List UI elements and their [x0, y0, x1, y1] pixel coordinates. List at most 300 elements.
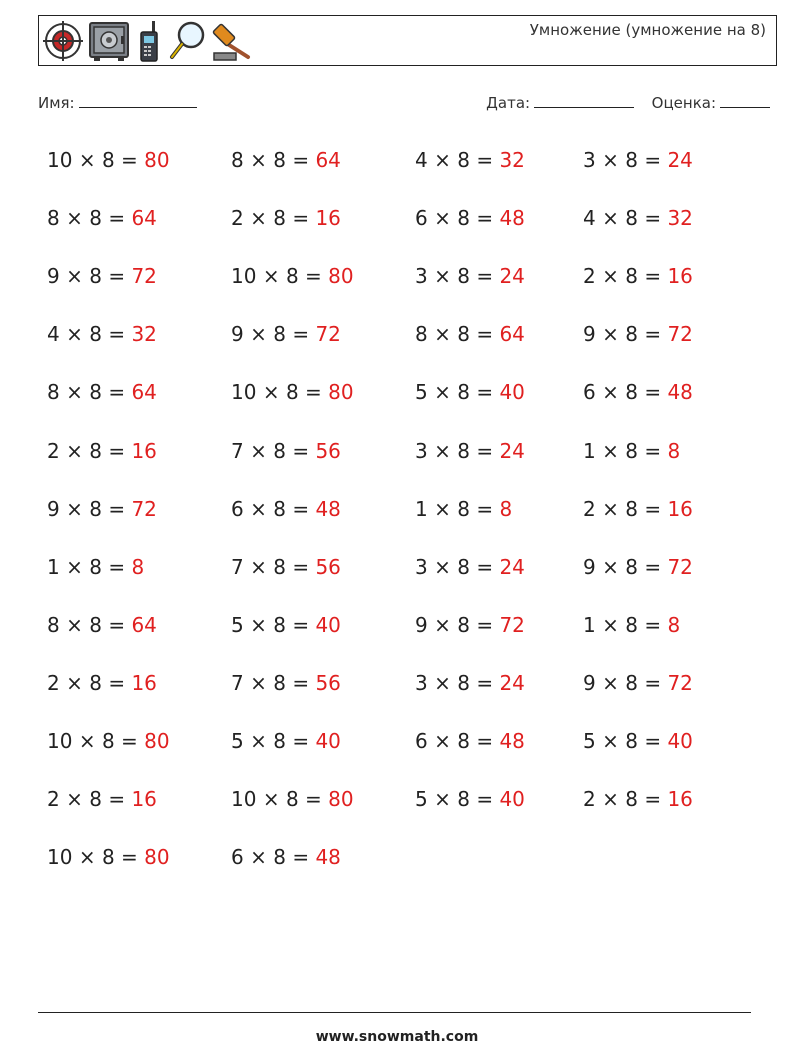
- times-sign: ×: [602, 555, 619, 579]
- factor-a: 4: [583, 206, 596, 230]
- factor-b: 8: [457, 439, 470, 463]
- times-sign: ×: [434, 613, 451, 637]
- factor-b: 8: [625, 787, 638, 811]
- factor-a: 2: [583, 264, 596, 288]
- problem-item: [47, 148, 170, 172]
- factor-a: 2: [583, 787, 596, 811]
- answer-value: 80: [328, 787, 354, 811]
- equals-sign: =: [108, 380, 126, 404]
- problem-item: [415, 555, 525, 579]
- factor-a: 1: [415, 497, 428, 521]
- factor-a: 8: [47, 613, 60, 637]
- times-sign: ×: [602, 497, 619, 521]
- answer-value: 16: [667, 787, 693, 811]
- problem-item: [583, 206, 693, 230]
- answer-value: 64: [131, 380, 157, 404]
- answer-value: 8: [131, 555, 145, 579]
- factor-b: 8: [285, 787, 299, 811]
- factor-a: 5: [231, 613, 244, 637]
- name-label: Имя:: [38, 94, 75, 112]
- factor-a: 9: [583, 555, 596, 579]
- factor-b: 8: [625, 497, 638, 521]
- date-label: Дата:: [486, 94, 531, 112]
- equals-sign: =: [476, 671, 494, 695]
- factor-b: 8: [273, 613, 286, 637]
- equals-sign: =: [476, 497, 494, 521]
- answer-value: 16: [315, 206, 341, 230]
- factor-a: 8: [47, 206, 60, 230]
- factor-a: 6: [415, 206, 428, 230]
- problem-item: [231, 322, 341, 346]
- factor-b: 8: [89, 497, 102, 521]
- answer-value: 80: [144, 845, 170, 869]
- answer-value: 8: [499, 497, 513, 521]
- factor-b: 8: [89, 264, 102, 288]
- equals-sign: =: [292, 613, 310, 637]
- equals-sign: =: [476, 380, 494, 404]
- problem-item: [583, 787, 693, 811]
- factor-a: 6: [231, 845, 244, 869]
- answer-value: 72: [131, 264, 157, 288]
- worksheet-title: Умножение (умножение на 8): [529, 21, 766, 39]
- answer-value: 80: [144, 148, 170, 172]
- problem-item: [231, 671, 341, 695]
- answer-value: 48: [667, 380, 693, 404]
- problem-item: [47, 613, 157, 637]
- times-sign: ×: [250, 439, 267, 463]
- problem-item: [415, 671, 525, 695]
- times-sign: ×: [434, 322, 451, 346]
- problem-item: [583, 264, 693, 288]
- times-sign: ×: [250, 497, 267, 521]
- factor-a: 3: [415, 264, 428, 288]
- answer-value: 40: [315, 729, 341, 753]
- times-sign: ×: [434, 555, 451, 579]
- factor-b: 8: [89, 671, 102, 695]
- problem-item: [231, 380, 354, 404]
- factor-a: 7: [231, 439, 244, 463]
- times-sign: ×: [78, 148, 96, 172]
- problem-item: [231, 264, 354, 288]
- problem-item: [583, 439, 680, 463]
- equals-sign: =: [644, 613, 662, 637]
- factor-b: 8: [89, 555, 102, 579]
- problem-item: [583, 497, 693, 521]
- factor-b: 8: [89, 439, 102, 463]
- factor-b: 8: [457, 322, 470, 346]
- answer-value: 32: [667, 206, 693, 230]
- times-sign: ×: [250, 148, 267, 172]
- problem-item: [47, 380, 157, 404]
- answer-value: 80: [328, 264, 354, 288]
- factor-b: 8: [273, 671, 286, 695]
- answer-value: 8: [667, 439, 681, 463]
- equals-sign: =: [305, 264, 322, 288]
- problem-item: [47, 497, 157, 521]
- times-sign: ×: [66, 671, 83, 695]
- factor-b: 8: [625, 206, 638, 230]
- answer-value: 72: [667, 671, 693, 695]
- factor-b: 8: [625, 555, 638, 579]
- equals-sign: =: [108, 322, 126, 346]
- factor-a: 10: [231, 787, 257, 811]
- factor-b: 8: [457, 380, 470, 404]
- times-sign: ×: [602, 613, 619, 637]
- problem-item: [231, 787, 354, 811]
- factor-a: 2: [583, 497, 596, 521]
- factor-a: 2: [231, 206, 244, 230]
- equals-sign: =: [644, 264, 662, 288]
- answer-value: 72: [131, 497, 157, 521]
- factor-b: 8: [89, 322, 102, 346]
- factor-b: 8: [457, 671, 470, 695]
- equals-sign: =: [108, 671, 126, 695]
- factor-a: 4: [415, 148, 428, 172]
- times-sign: ×: [602, 671, 619, 695]
- equals-sign: =: [644, 380, 662, 404]
- problem-item: [47, 845, 170, 869]
- times-sign: ×: [66, 497, 83, 521]
- problem-item: [47, 206, 157, 230]
- equals-sign: =: [644, 671, 662, 695]
- problem-item: [47, 322, 157, 346]
- problem-item: [415, 322, 525, 346]
- factor-a: 3: [415, 555, 428, 579]
- factor-b: 8: [457, 555, 470, 579]
- factor-a: 9: [231, 322, 244, 346]
- equals-sign: =: [292, 555, 310, 579]
- factor-b: 8: [457, 497, 470, 521]
- problem-item: [583, 555, 693, 579]
- problem-item: [231, 439, 341, 463]
- footer-divider: [38, 1012, 751, 1013]
- problem-item: [415, 206, 525, 230]
- factor-a: 5: [231, 729, 244, 753]
- times-sign: ×: [78, 845, 96, 869]
- answer-value: 40: [315, 613, 341, 637]
- factor-b: 8: [273, 322, 286, 346]
- answer-value: 40: [499, 787, 525, 811]
- times-sign: ×: [602, 787, 619, 811]
- footer-website: www.snowmath.com: [315, 1029, 479, 1045]
- answer-value: 32: [131, 322, 157, 346]
- equals-sign: =: [476, 264, 494, 288]
- factor-a: 1: [583, 613, 596, 637]
- equals-sign: =: [644, 497, 662, 521]
- factor-a: 7: [231, 671, 244, 695]
- answer-value: 72: [315, 322, 341, 346]
- factor-a: 9: [583, 322, 596, 346]
- answer-value: 8: [667, 613, 681, 637]
- times-sign: ×: [66, 206, 83, 230]
- factor-a: 7: [231, 555, 244, 579]
- factor-a: 8: [231, 148, 244, 172]
- problem-item: [415, 439, 525, 463]
- equals-sign: =: [644, 206, 662, 230]
- factor-a: 2: [47, 671, 60, 695]
- times-sign: ×: [602, 264, 619, 288]
- factor-a: 9: [47, 497, 60, 521]
- equals-sign: =: [476, 148, 494, 172]
- problem-item: [583, 380, 693, 404]
- factor-a: 10: [231, 264, 257, 288]
- factor-b: 8: [457, 613, 470, 637]
- times-sign: ×: [434, 671, 451, 695]
- answer-value: 24: [499, 671, 525, 695]
- times-sign: ×: [602, 439, 619, 463]
- problem-item: [47, 729, 170, 753]
- factor-b: 8: [625, 613, 638, 637]
- answer-value: 24: [499, 555, 525, 579]
- equals-sign: =: [121, 729, 138, 753]
- times-sign: ×: [602, 206, 619, 230]
- factor-a: 10: [47, 845, 73, 869]
- factor-a: 4: [47, 322, 60, 346]
- times-sign: ×: [250, 555, 267, 579]
- answer-value: 48: [499, 729, 525, 753]
- times-sign: ×: [66, 322, 83, 346]
- equals-sign: =: [108, 206, 126, 230]
- factor-b: 8: [457, 148, 470, 172]
- factor-a: 3: [415, 439, 428, 463]
- equals-sign: =: [644, 148, 662, 172]
- factor-b: 8: [273, 845, 286, 869]
- factor-b: 8: [273, 148, 286, 172]
- problem-item: [47, 671, 157, 695]
- answer-value: 72: [667, 322, 693, 346]
- equals-sign: =: [644, 439, 662, 463]
- factor-a: 2: [47, 439, 60, 463]
- equals-sign: =: [292, 206, 310, 230]
- answer-value: 56: [315, 439, 341, 463]
- problem-item: [231, 555, 341, 579]
- equals-sign: =: [476, 206, 494, 230]
- factor-a: 8: [47, 380, 60, 404]
- times-sign: ×: [78, 729, 96, 753]
- times-sign: ×: [66, 264, 83, 288]
- factor-a: 9: [583, 671, 596, 695]
- factor-a: 8: [415, 322, 428, 346]
- factor-a: 1: [583, 439, 596, 463]
- times-sign: ×: [602, 729, 619, 753]
- times-sign: ×: [262, 787, 280, 811]
- times-sign: ×: [434, 148, 451, 172]
- factor-b: 8: [273, 555, 286, 579]
- answer-value: 64: [315, 148, 341, 172]
- problem-item: [47, 264, 157, 288]
- times-sign: ×: [66, 787, 83, 811]
- equals-sign: =: [476, 613, 494, 637]
- problem-item: [415, 613, 525, 637]
- factor-b: 8: [457, 206, 470, 230]
- answer-value: 24: [499, 439, 525, 463]
- times-sign: ×: [434, 380, 451, 404]
- factor-a: 3: [583, 148, 596, 172]
- factor-b: 8: [457, 729, 470, 753]
- problem-item: [415, 787, 525, 811]
- factor-a: 9: [415, 613, 428, 637]
- answer-value: 16: [667, 497, 693, 521]
- factor-b: 8: [625, 729, 638, 753]
- problem-item: [231, 206, 341, 230]
- problem-item: [415, 148, 525, 172]
- equals-sign: =: [305, 380, 322, 404]
- problem-item: [47, 439, 157, 463]
- times-sign: ×: [250, 322, 267, 346]
- equals-sign: =: [644, 787, 662, 811]
- factor-b: 8: [273, 206, 286, 230]
- factor-b: 8: [625, 671, 638, 695]
- problem-item: [231, 845, 341, 869]
- equals-sign: =: [476, 439, 494, 463]
- equals-sign: =: [292, 671, 310, 695]
- equals-sign: =: [292, 729, 310, 753]
- factor-b: 8: [285, 264, 299, 288]
- factor-a: 6: [583, 380, 596, 404]
- answer-value: 72: [499, 613, 525, 637]
- problem-item: [231, 613, 341, 637]
- times-sign: ×: [602, 322, 619, 346]
- factor-a: 5: [583, 729, 596, 753]
- factor-b: 8: [625, 380, 638, 404]
- factor-b: 8: [625, 439, 638, 463]
- problem-item: [583, 729, 693, 753]
- times-sign: ×: [66, 439, 83, 463]
- equals-sign: =: [292, 845, 310, 869]
- answer-value: 16: [131, 671, 157, 695]
- answer-value: 80: [328, 380, 354, 404]
- factor-b: 8: [285, 380, 299, 404]
- times-sign: ×: [434, 264, 451, 288]
- equals-sign: =: [644, 322, 662, 346]
- equals-sign: =: [644, 555, 662, 579]
- times-sign: ×: [250, 206, 267, 230]
- problem-item: [231, 148, 341, 172]
- times-sign: ×: [250, 613, 267, 637]
- factor-b: 8: [625, 322, 638, 346]
- factor-b: 8: [273, 729, 286, 753]
- times-sign: ×: [66, 613, 83, 637]
- equals-sign: =: [292, 497, 310, 521]
- factor-b: 8: [625, 148, 638, 172]
- factor-b: 8: [101, 845, 115, 869]
- equals-sign: =: [292, 322, 310, 346]
- factor-a: 9: [47, 264, 60, 288]
- times-sign: ×: [262, 380, 280, 404]
- factor-b: 8: [273, 497, 286, 521]
- factor-b: 8: [89, 380, 102, 404]
- problem-item: [47, 555, 144, 579]
- equals-sign: =: [108, 787, 126, 811]
- factor-b: 8: [89, 206, 102, 230]
- equals-sign: =: [108, 497, 126, 521]
- answer-value: 24: [667, 148, 693, 172]
- factor-a: 5: [415, 787, 428, 811]
- factor-a: 6: [231, 497, 244, 521]
- problem-item: [583, 613, 680, 637]
- equals-sign: =: [121, 845, 138, 869]
- equals-sign: =: [121, 148, 138, 172]
- problem-item: [231, 729, 341, 753]
- factor-b: 8: [273, 439, 286, 463]
- equals-sign: =: [108, 555, 126, 579]
- equals-sign: =: [108, 439, 126, 463]
- problem-item: [47, 787, 157, 811]
- equals-sign: =: [476, 729, 494, 753]
- factor-a: 10: [47, 729, 73, 753]
- answer-value: 48: [315, 497, 341, 521]
- answer-value: 16: [131, 439, 157, 463]
- equals-sign: =: [644, 729, 662, 753]
- problem-item: [415, 497, 512, 521]
- times-sign: ×: [250, 729, 267, 753]
- factor-a: 6: [415, 729, 428, 753]
- equals-sign: =: [108, 613, 126, 637]
- factor-b: 8: [89, 787, 102, 811]
- answer-value: 48: [499, 206, 525, 230]
- factor-a: 2: [47, 787, 60, 811]
- equals-sign: =: [305, 787, 322, 811]
- times-sign: ×: [434, 439, 451, 463]
- problem-item: [415, 729, 525, 753]
- equals-sign: =: [476, 322, 494, 346]
- factor-a: 10: [231, 380, 257, 404]
- factor-b: 8: [457, 264, 470, 288]
- problem-item: [415, 264, 525, 288]
- times-sign: ×: [602, 148, 619, 172]
- answer-value: 72: [667, 555, 693, 579]
- times-sign: ×: [66, 380, 83, 404]
- equals-sign: =: [476, 787, 494, 811]
- factor-b: 8: [89, 613, 102, 637]
- equals-sign: =: [108, 264, 126, 288]
- equals-sign: =: [292, 439, 310, 463]
- problem-item: [415, 380, 525, 404]
- problem-item: [231, 497, 341, 521]
- factor-b: 8: [457, 787, 470, 811]
- factor-b: 8: [101, 148, 115, 172]
- answer-value: 16: [131, 787, 157, 811]
- factor-a: 1: [47, 555, 60, 579]
- times-sign: ×: [434, 206, 451, 230]
- factor-b: 8: [101, 729, 115, 753]
- factor-b: 8: [625, 264, 638, 288]
- problem-item: [583, 148, 693, 172]
- equals-sign: =: [292, 148, 310, 172]
- times-sign: ×: [66, 555, 83, 579]
- problem-item: [583, 671, 693, 695]
- factor-a: 10: [47, 148, 73, 172]
- times-sign: ×: [434, 787, 451, 811]
- answer-value: 64: [131, 613, 157, 637]
- answer-value: 32: [499, 148, 525, 172]
- answer-value: 48: [315, 845, 341, 869]
- times-sign: ×: [602, 380, 619, 404]
- problem-item: [583, 322, 693, 346]
- answer-value: 64: [499, 322, 525, 346]
- answer-value: 56: [315, 555, 341, 579]
- answer-value: 40: [667, 729, 693, 753]
- answer-value: 80: [144, 729, 170, 753]
- factor-a: 3: [415, 671, 428, 695]
- factor-a: 5: [415, 380, 428, 404]
- times-sign: ×: [434, 497, 451, 521]
- answer-value: 24: [499, 264, 525, 288]
- score-label: Оценка:: [651, 94, 716, 112]
- answer-value: 40: [499, 380, 525, 404]
- times-sign: ×: [434, 729, 451, 753]
- answer-value: 16: [667, 264, 693, 288]
